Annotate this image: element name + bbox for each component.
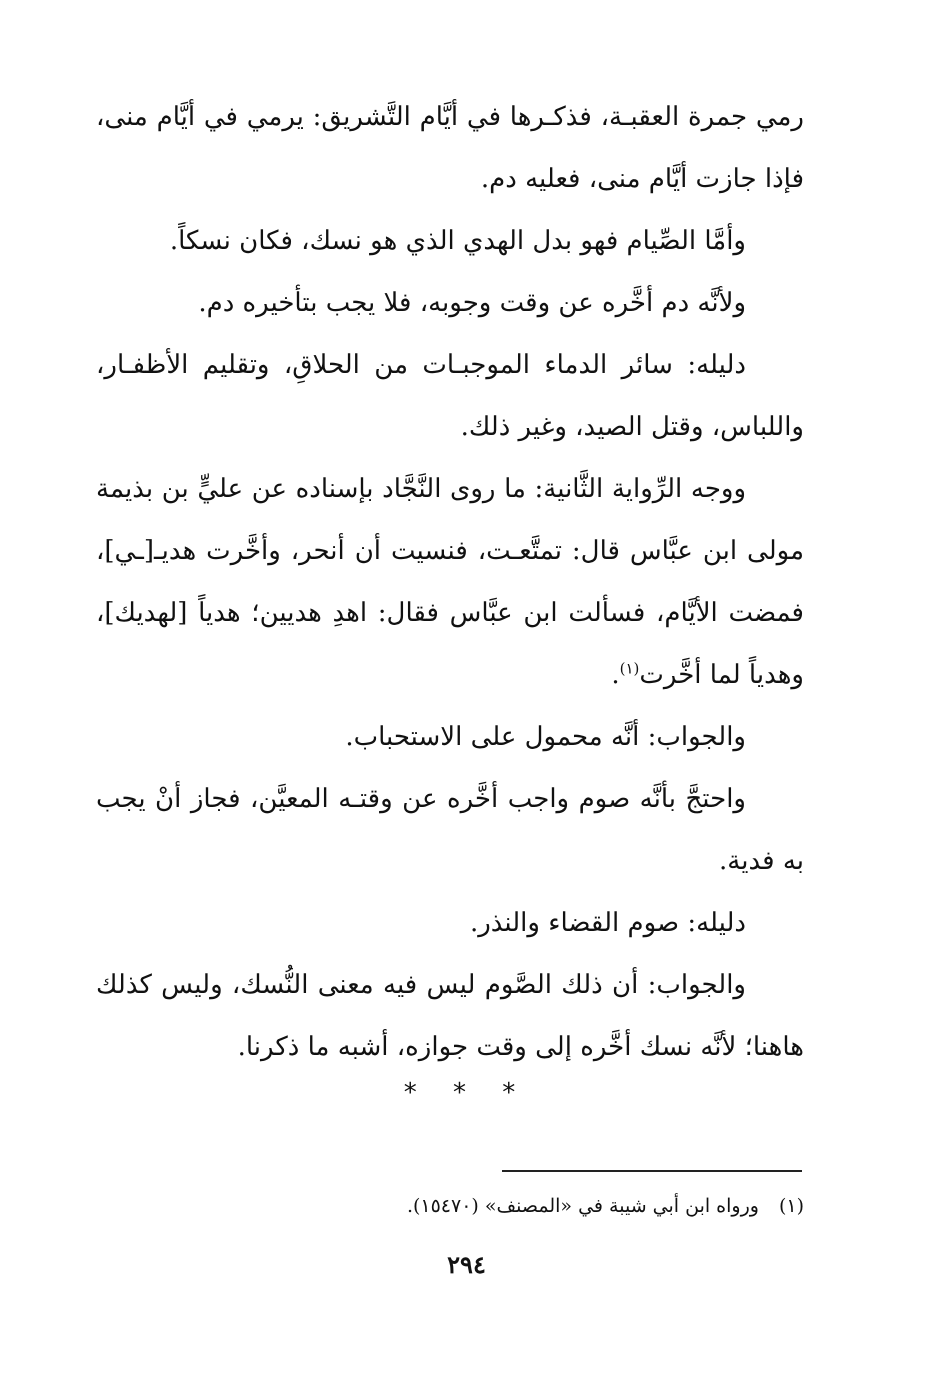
paragraph-2: وأمَّا الصِّيام فهو بدل الهدي الذي هو نسك، فكان نسكاً. xyxy=(169,226,746,256)
footnote-number: (١) xyxy=(778,1195,804,1217)
paragraph-3: ولأنَّه دم أخَّره عن وقت وجوبه، فلا يجب بتأخيره دم. xyxy=(198,288,746,318)
paragraph-7: واحتجَّ بأنَّه صوم واجب أخَّره عن وقتـه المعيَّن، فجاز أنْ يجب به فدية. xyxy=(96,784,804,876)
paragraph-8: دليله: صوم القضاء والنذر. xyxy=(469,908,746,938)
paragraph-4: دليله: سائر الدماء الموجبـات من الحلاقِ، وتقليم الأظفـار، واللباس، وقتل الصيد، وغير ذلك. xyxy=(96,350,804,442)
paragraph-1: رمي جمرة العقبـة، فذكـرها في أيَّام التَّشريق: يرمي في أيَّام منى، فإذا جازت أيَّام منى، فعليه دم. xyxy=(96,102,804,194)
footnote-divider xyxy=(502,1170,802,1172)
paragraph-9: والجواب: أن ذلك الصَّوم ليس فيه معنى النُّسك، وليس كذلك هاهنا؛ لأنَّه نسك أخَّره إلى وقت جوازه، أشبه ما ذكرنا. xyxy=(96,970,804,1062)
paragraph-5-end: . xyxy=(611,660,620,690)
main-text xyxy=(96,86,804,1078)
page-number: ٢٩٤ xyxy=(447,1250,486,1279)
paragraph-5-text: ووجه الرِّواية الثَّانية: ما روى النَّجَّاد بإسناده عن عليٍّ بن بذيمة مولى ابن عبَّاس قال: تمتَّعـت، فنسيت أن أنحر، وأخَّرت هديـ[ـي]، فمضت الأيَّام، فسألت ابن عبَّاس فقال: اهدِ هديين؛ هدياً [لهديك]، وهدياً لما أخَّرت xyxy=(96,474,804,690)
footnote xyxy=(96,1186,804,1226)
footnote-text: ورواه ابن أبي شيبة في «المصنف» (١٥٤٧٠). xyxy=(406,1195,759,1217)
paragraph-5 xyxy=(96,458,804,706)
footnote-reference[interactable]: (١) xyxy=(619,659,640,678)
paragraph-6: والجواب: أنَّه محمول على الاستحباب. xyxy=(345,722,746,752)
section-separator: * * * xyxy=(403,1078,530,1108)
